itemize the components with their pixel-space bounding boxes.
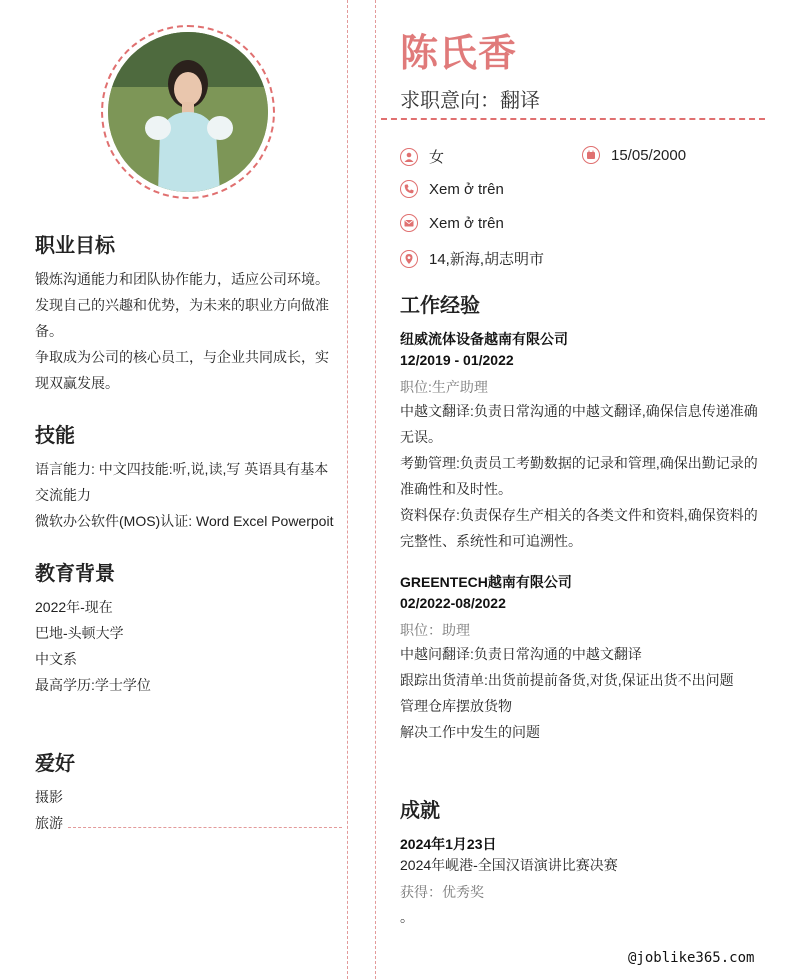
hobbies-heading: 爱好	[35, 753, 75, 775]
duty-item: 管理仓库摆放货物	[400, 698, 512, 714]
phone-value: Xem ở trên	[429, 180, 504, 198]
footer-watermark: @joblike365.com	[628, 950, 755, 966]
gender-value: 女	[429, 149, 445, 166]
phone-row	[400, 180, 504, 198]
education-item: 中文系	[35, 651, 77, 667]
birthdate-row	[582, 146, 686, 164]
avatar-photo-icon	[108, 32, 268, 192]
email-icon	[400, 214, 418, 232]
phone-icon	[400, 180, 418, 198]
career-goal-item: 争取成为公司的核心员工，与企业共同成长，实现双赢发展。	[35, 349, 329, 391]
left-divider	[347, 0, 348, 979]
achievements-heading: 成就	[400, 800, 440, 822]
education-item: 巴地-头顿大学	[35, 625, 124, 641]
birthdate-value: 15/05/2000	[611, 146, 687, 164]
job-role: 职位:生产助理	[400, 379, 488, 395]
company-name: 纽威流体设备越南有限公司	[400, 331, 568, 347]
education-list	[35, 594, 335, 698]
education-heading: 教育背景	[35, 563, 115, 585]
duty-item: 资料保存:负责保存生产相关的各类文件和资料,确保资料的完整性、系统性和可追溯性。	[400, 507, 758, 549]
email-row	[400, 214, 504, 232]
career-goal-heading: 职业目标	[35, 235, 115, 257]
duty-item: 解决工作中发生的问题	[400, 724, 540, 740]
skill-item: 语言能力: 中文四技能:听,说,读,写 英语具有基本交流能力	[35, 461, 329, 503]
right-divider	[375, 0, 376, 979]
header-divider	[381, 118, 765, 120]
skill-item: 微软办公软件(MOS)认证: Word Excel Powerpoit	[35, 513, 334, 529]
skills-list	[35, 456, 335, 534]
location-pin-icon	[400, 250, 418, 268]
hobbies-list	[35, 784, 335, 836]
career-goal-list	[35, 266, 335, 396]
address-value: 14,新海,胡志明市	[429, 251, 545, 268]
job-intention: 求职意向：翻译	[400, 90, 540, 112]
hobby-item: 摄影	[35, 789, 63, 805]
duty-item: 中越问翻译:负责日常沟通的中越文翻译	[400, 646, 642, 662]
achievement-event: 2024年岘港-全国汉语演讲比赛决赛	[400, 857, 618, 873]
duty-item: 中越文翻译:负责日常沟通的中越文翻译,确保信息传递准确无误。	[400, 403, 758, 445]
skills-heading: 技能	[35, 425, 75, 447]
candidate-name: 陈氏香	[400, 33, 518, 75]
achievement-award: 获得：优秀奖	[400, 884, 484, 900]
job-duties	[400, 641, 766, 745]
person-icon	[400, 148, 418, 166]
achievement-note: 。	[400, 909, 414, 925]
experience-heading: 工作经验	[400, 295, 480, 317]
email-value: Xem ở trên	[429, 214, 504, 232]
career-goal-item: 发现自己的兴趣和优势，为未来的职业方向做准备。	[35, 297, 329, 339]
avatar	[108, 32, 268, 192]
job-period: 12/2019 - 01/2022	[400, 352, 514, 368]
duty-item: 跟踪出货清单:出货前提前备货,对货,保证出货不出问题	[400, 672, 734, 688]
duty-item: 考勤管理:负责员工考勤数据的记录和管理,确保出勤记录的准确性和及时性。	[400, 455, 758, 497]
gender-row	[400, 146, 444, 167]
company-name: GREENTECH越南有限公司	[400, 574, 572, 590]
job-role: 职位：助理	[400, 622, 470, 638]
calendar-icon	[582, 146, 600, 164]
address-row	[400, 248, 544, 269]
education-item: 最高学历:学士学位	[35, 677, 151, 693]
achievement-date: 2024年1月23日	[400, 836, 497, 852]
hobby-divider	[68, 827, 342, 828]
job-duties	[400, 398, 766, 554]
job-period: 02/2022-08/2022	[400, 595, 506, 611]
hobby-item: 旅游	[35, 815, 63, 831]
education-item: 2022年-现在	[35, 599, 113, 615]
career-goal-item: 锻炼沟通能力和团队协作能力，适应公司环境。	[35, 271, 329, 287]
